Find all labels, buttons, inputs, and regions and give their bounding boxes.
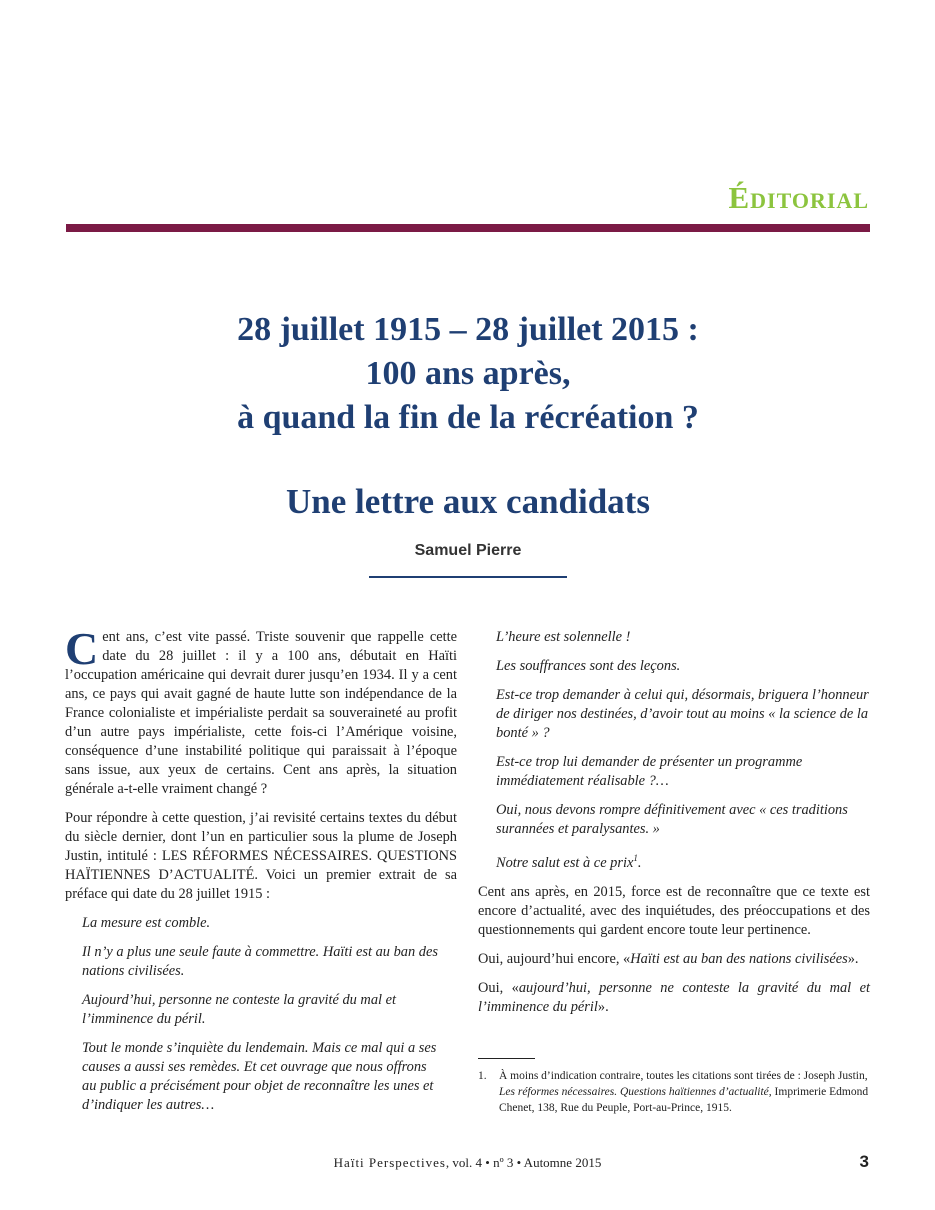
footnote-text-italic: Les réformes nécessaires. Questions haïtiennes d’actualité, (499, 1086, 772, 1098)
section-label: Éditorial (728, 180, 869, 215)
quote-6: Les souffrances sont des leçons. (496, 658, 681, 674)
author-rule (369, 576, 567, 578)
paragraph-1 (65, 623, 457, 799)
paragraph-5-end: ». (597, 998, 609, 1015)
quote-4: Tout le monde s’inquiète du lendemain. Mais ce mal qui a ses causes a aussi ses remèdes. Et cet ouvrage que nous offrons au public a précisément pour objet de reconnaître les unes et d’indiquer les autres… (82, 1040, 437, 1113)
paragraph-5-quote: aujourd’hui, personne ne conteste la gravité du mal et l’imminence du péril (478, 979, 870, 1015)
left-column (65, 623, 457, 1125)
journal-name: Haïti Perspectives (333, 1155, 446, 1170)
footnote (478, 1068, 870, 1116)
paragraph-4-end: ». (847, 950, 859, 967)
dropcap: C (65, 623, 99, 674)
paragraph-4-quote: Haïti est au ban des nations civilisées (630, 950, 848, 967)
header-rule (66, 224, 870, 232)
footnote-text-end: Imprimerie Edmond Chenet, 138, Rue du Peuple, Port-au-Prince, 1915. (499, 1086, 869, 1114)
quote-5: L’heure est solennelle ! (496, 629, 631, 645)
title-line-3: à quand la fin de la récréation ? (237, 399, 699, 436)
footnote-ref[interactable]: 1 (633, 853, 638, 863)
quote-10 (478, 849, 870, 873)
footnote-rule (478, 1058, 535, 1059)
quote-9: Oui, nous devons rompre définitivement avec « ces traditions surannées et paralysantes. » (496, 802, 848, 837)
paragraph-1-text: ent ans, c’est vite passé. Triste souvenir que rappelle cette date du 28 juillet : il y a 100 ans, débutait en Haïti l’occupation américaine qui devrait durer jusqu’en 1934. Il y a cent ans, ce pays qui avait gagné de haute lutte son indépendance de la France colonialiste et impérialiste perdait sa souveraineté au profit d’un autre pays impérialiste, cette fois-ci l’Amérique voisine, conséquence d’une instabilité politique qui paraissait à l’époque sans issue, aux yeux de certains. Cent ans après, la situation générale a-t-elle vraiment changé ? (65, 629, 457, 797)
quote-3: Aujourd’hui, personne ne conteste la gravité du mal et l’imminence du péril. (82, 992, 397, 1027)
footnote-text (499, 1068, 870, 1116)
page-number: 3 (859, 1152, 869, 1171)
page-footer (0, 1155, 935, 1171)
quote-7: Est-ce trop demander à celui qui, désormais, briguera l’honneur de diriger nos destinées, d’avoir tout au moins « la science de la bonté » ? (496, 687, 869, 741)
paragraph-3: Cent ans après, en 2015, force est de reconnaître que ce texte est encore d’actualité, avec des inquiétudes, des préoccupations et des questionnements qui gardent encore toute leur pertinence. (478, 883, 870, 938)
quote-8: Est-ce trop lui demander de présenter un programme immédiatement réalisable ?… (496, 754, 803, 789)
footnote-number: 1. (478, 1070, 487, 1082)
quote-2: Il n’y a plus une seule faute à commettre. Haïti est au ban des nations civilisées. (82, 944, 438, 979)
paragraph-4 (478, 950, 870, 969)
quote-1: La mesure est comble. (82, 915, 211, 931)
quote-10-text: Notre salut est à ce prix (496, 854, 634, 871)
footnote-text-start: À moins d’indication contraire, toutes les citations sont tirées de : Joseph Justin, (499, 1070, 868, 1082)
title-line-1: 28 juillet 1915 – 28 juillet 2015 : (237, 311, 699, 348)
paragraph-4-start: Oui, aujourd’hui encore, « (478, 950, 631, 967)
paragraph-2: Pour répondre à cette question, j’ai revisité certains textes du début du siècle dernier, dont l’un en particulier sous la plume de Joseph Justin, intitulé : LES RÉFORMES NÉCESSAIRES. QUESTIONS HAÏTIENNES D’ACTUALITÉ. Voici un premier extrait de sa préface qui date du 28 juillet 1915 : (65, 810, 457, 902)
issue-info: , vol. 4 • nº 3 • Automne 2015 (445, 1155, 602, 1170)
article-subtitle: Une lettre aux candidats (286, 482, 650, 521)
right-column (478, 628, 870, 1027)
paragraph-5-start: Oui, « (478, 979, 519, 996)
author-name: Samuel Pierre (414, 542, 522, 559)
quote-10-end: . (637, 854, 642, 871)
title-line-2: 100 ans après, (365, 355, 571, 392)
article-titles (66, 308, 870, 524)
paragraph-5 (478, 979, 870, 1017)
